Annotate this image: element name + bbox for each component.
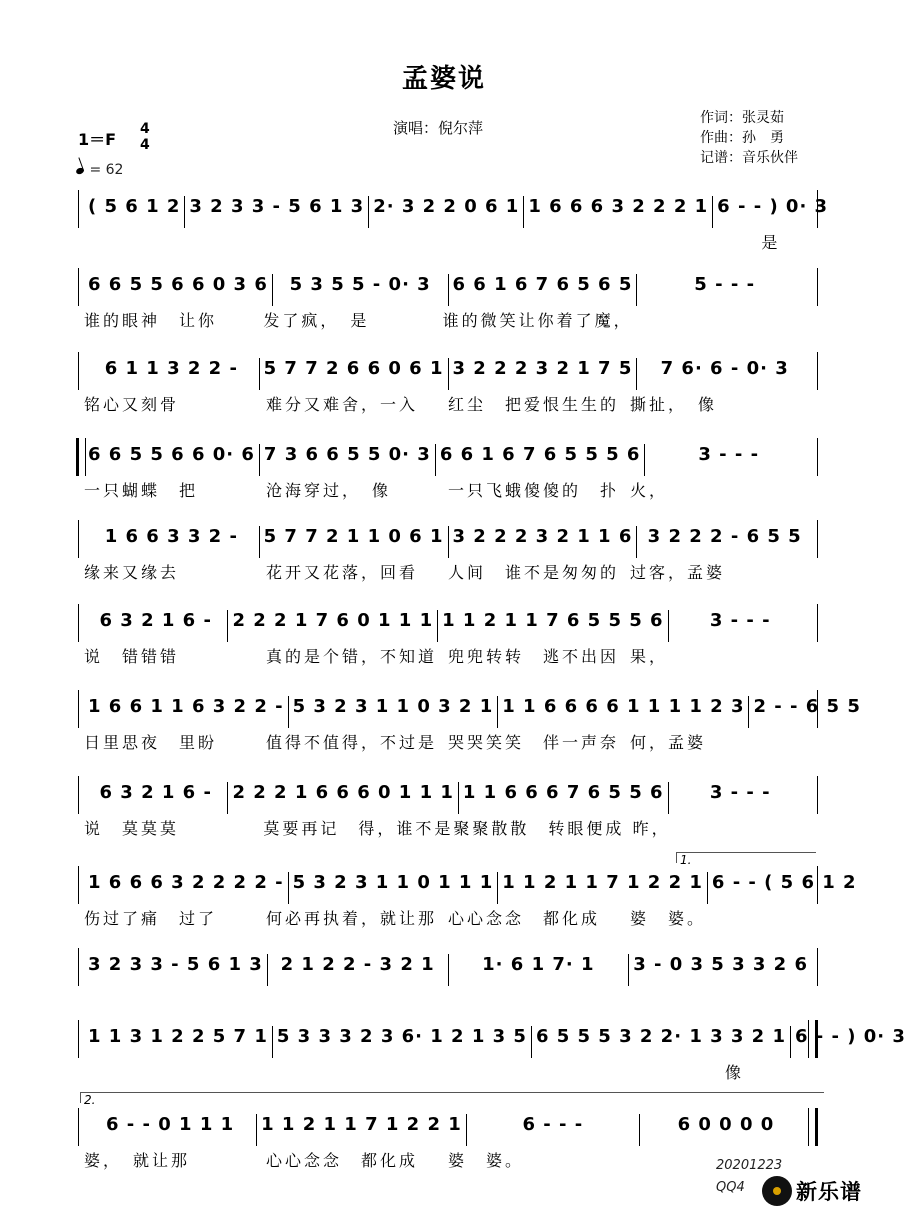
measure: 6 6 1 6 7 6 5 5 5 6 <box>436 444 646 476</box>
barline <box>78 866 79 904</box>
score-row <box>78 1108 818 1170</box>
measure: 3 2 2 2 3 2 1 1 6 <box>449 526 638 558</box>
score-row <box>78 604 818 666</box>
lyric-segment: 红尘 把爱恨生生的 <box>448 395 620 414</box>
measure: 3 - - - <box>709 610 771 631</box>
measure: 1 1 3 1 2 2 5 7 1 <box>84 1026 273 1058</box>
barline <box>78 948 79 986</box>
measure-group <box>84 954 812 986</box>
measure: 6 6 1 6 7 6 5 6 5 <box>449 274 638 306</box>
barline <box>78 776 79 814</box>
lyric-segment: 一只蝴蝶 把 <box>84 481 199 500</box>
measure: 3 2 2 2 - 6 5 5 <box>647 526 802 547</box>
barline <box>78 352 79 390</box>
score-row <box>78 690 861 752</box>
measure: 3 - 0 3 5 3 3 2 6 <box>633 954 808 975</box>
volta-first: 1. <box>676 852 816 863</box>
lyric-segment: 兜兜转转 逃不出因 <box>448 647 620 666</box>
measure: 5 - - - <box>694 274 756 295</box>
credits <box>700 108 798 168</box>
lyrics-line <box>84 1148 812 1171</box>
lyric-segment: 何，孟婆 <box>630 733 707 752</box>
score-row <box>78 438 818 500</box>
footer-date: 20201223 <box>716 1158 783 1173</box>
lyric-segment: 人间 谁不是匆匆的 <box>448 563 620 582</box>
measure: 6 3 2 1 6 - <box>84 782 228 814</box>
lyric-segment <box>266 1060 448 1083</box>
score-row <box>78 776 818 838</box>
measure-group <box>84 610 812 642</box>
lyric-segment: 真的是个错，不知道 <box>266 647 438 666</box>
lyric-segment: 婆， 就让那 <box>84 1151 191 1170</box>
barline <box>78 1020 79 1058</box>
measure-group <box>84 274 812 306</box>
song-title: 孟婆说 <box>401 64 486 94</box>
measure: 6 3 2 1 6 - <box>84 610 228 642</box>
measure: 1 1 2 1 1 7 6 5 5 5 6 <box>438 610 668 642</box>
barline <box>817 948 818 986</box>
barline <box>78 268 79 306</box>
lyric-segment: 婆 婆。 <box>448 1151 525 1170</box>
measure: 1 1 2 1 1 7 1 2 2 1 <box>257 1114 467 1146</box>
measure: 6 - - - <box>467 1114 640 1146</box>
lyrics-line <box>84 730 812 753</box>
measure: 2 2 2 1 7 6 0 1 1 1 <box>228 610 438 642</box>
transcriber-credit: 记谱：音乐伙伴 <box>700 150 798 166</box>
lyric-segment: 聚聚散散 转眼便成 <box>453 819 625 838</box>
lyrics-line <box>84 644 812 667</box>
lyric-segment <box>84 230 230 253</box>
measure: 2 - - 6 5 5 <box>753 696 861 717</box>
lyric-segment: 像 <box>630 1063 745 1082</box>
score-row <box>78 268 818 330</box>
lyrics-line <box>84 308 812 331</box>
lyric-segment: 难分又难舍，一入 <box>266 395 419 414</box>
lyrics-line <box>84 560 812 583</box>
lyric-segment: 果， <box>630 647 669 666</box>
lyric-segment: 说 莫莫莫 <box>84 819 180 838</box>
measure: 2 1 2 2 - 3 2 1 <box>268 954 449 986</box>
lyrics-line <box>84 230 812 253</box>
lyric-segment: 发了疯， 是 <box>263 311 370 330</box>
barline <box>817 268 818 306</box>
lyric-segment <box>633 308 812 331</box>
barline <box>817 352 818 390</box>
measure: 1 1 6 6 6 7 6 5 5 6 <box>459 782 669 814</box>
measure-group <box>84 1026 906 1058</box>
lyric-segment: 心心念念 都化成 <box>448 909 601 928</box>
barline <box>78 1108 79 1146</box>
record-disc-icon <box>762 1176 792 1206</box>
time-sig-bottom: 4 <box>140 137 150 153</box>
lyric-segment: 谁的眼神 让你 <box>84 311 218 330</box>
quarter-note-icon <box>75 167 85 175</box>
measure-group <box>84 444 812 476</box>
lyrics-line <box>84 816 812 839</box>
lyrics-line <box>84 478 812 501</box>
barline <box>78 604 79 642</box>
measure: 3 2 3 3 - 5 6 1 3 <box>185 196 369 228</box>
footer-qq: QQ4 <box>716 1180 745 1195</box>
lyric-segment: 一只飞蛾傻傻的 扑 <box>448 481 620 500</box>
measure: 3 - - - <box>709 782 771 803</box>
lyric-segment <box>521 230 667 253</box>
measure: 6 6 5 5 6 6 0 3 6 <box>84 274 273 306</box>
tempo-marking <box>76 162 123 178</box>
lyric-segment: 火， <box>630 481 669 500</box>
lyric-segment: 说 错错错 <box>84 647 180 666</box>
score-row <box>78 1020 906 1082</box>
barline <box>817 776 818 814</box>
measure: 6 - - ( 5 6 1 2 <box>711 872 857 893</box>
measure: 6 - - ) 0· 3 <box>795 1026 906 1047</box>
lyrics-line <box>84 906 812 929</box>
lyricist-credit: 作词：张灵茹 <box>700 110 784 126</box>
measure: 1 6 6 1 1 6 3 2 2 - <box>84 696 289 728</box>
measure: 7 6· 6 - 0· 3 <box>660 358 789 379</box>
score-row <box>78 866 857 928</box>
measure: 1 6 6 3 3 2 - <box>84 526 260 558</box>
lyric-segment: 过客，孟婆 <box>630 563 726 582</box>
barline <box>78 690 79 728</box>
lyric-segment: 铭心又刻骨 <box>84 395 180 414</box>
measure-group <box>84 196 829 228</box>
lyric-segment <box>84 1060 266 1083</box>
lyric-segment: 撕扯， 像 <box>630 395 718 414</box>
lyric-segment: 是 <box>666 233 781 252</box>
score-row <box>78 352 818 414</box>
lyric-segment: 谁的微笑让你着了魔， <box>442 311 633 330</box>
lyric-segment: 值得不值得，不过是 <box>266 733 438 752</box>
lyric-segment <box>230 230 376 253</box>
lyric-segment: 婆 婆。 <box>630 909 707 928</box>
measure: 6 0 0 0 0 <box>677 1114 775 1135</box>
measure-group <box>84 358 812 390</box>
lyric-segment: 伤过了痛 过了 <box>84 909 218 928</box>
lyrics-line <box>84 392 812 415</box>
time-sig-top: 4 <box>140 121 150 137</box>
measure: 5 3 3 3 2 3 6· 1 2 1 3 5 <box>273 1026 532 1058</box>
lyric-segment: 沧海穿过， 像 <box>266 481 392 500</box>
score-row <box>78 520 818 582</box>
barline <box>78 190 79 228</box>
measure: 1 6 6 6 3 2 2 2 2 - <box>84 872 289 904</box>
lyric-segment: 日里思夜 里盼 <box>84 733 218 752</box>
lyrics-line <box>84 1060 812 1083</box>
measure-group <box>84 872 857 904</box>
measure: 5 3 5 5 - 0· 3 <box>273 274 449 306</box>
lyric-segment: 昨， <box>632 819 671 838</box>
measure: 3 2 2 2 3 2 1 7 5 <box>449 358 638 390</box>
score-row <box>78 948 818 1006</box>
barline <box>817 604 818 642</box>
measure: 2· 3 2 2 0 6 1 <box>369 196 524 228</box>
lyric-segment: 心心念念 都化成 <box>266 1151 419 1170</box>
measure: 5 3 2 3 1 1 0 3 2 1 <box>289 696 499 728</box>
barline <box>817 438 818 476</box>
singer-credit: 演唱：倪尔萍 <box>393 119 484 137</box>
measure: 1 6 6 6 3 2 2 2 1 <box>524 196 713 228</box>
measure: 7 3 6 6 5 5 0· 3 <box>260 444 436 476</box>
measure: 3 2 3 3 - 5 6 1 3 <box>84 954 268 986</box>
score-row <box>78 190 829 252</box>
measure: 6 6 5 5 6 6 0· 6 <box>84 444 260 476</box>
logo-text: 新乐谱 <box>796 1180 862 1204</box>
key-signature: 1＝F <box>78 130 117 149</box>
measure: 1 1 2 1 1 7 1 2 2 1 <box>498 872 708 904</box>
measure: ( 5 6 1 2 <box>84 196 185 228</box>
measure-group <box>84 782 812 814</box>
lyric-segment <box>448 1060 630 1083</box>
measure: 1 1 6 6 6 6 1 1 1 1 2 3 <box>498 696 749 728</box>
lyric-segment <box>375 230 521 253</box>
volta-second: 2. <box>80 1092 824 1103</box>
measure: 1· 6 1 7· 1 <box>449 954 630 986</box>
site-logo <box>762 1176 862 1206</box>
measure: 6 5 5 5 3 2 2· 1 3 3 2 1 <box>532 1026 791 1058</box>
lyric-segment: 花开又花落，回看 <box>266 563 419 582</box>
measure: 6 1 1 3 2 2 - <box>84 358 260 390</box>
measure-group <box>84 1114 812 1146</box>
measure: 2 2 2 1 6 6 6 0 1 1 1 <box>228 782 458 814</box>
lyric-segment: 哭哭笑笑 伴一声奈 <box>448 733 620 752</box>
time-signature <box>140 121 150 153</box>
measure: 6 - - ) 0· 3 <box>717 196 829 217</box>
lyric-segment: 缘来又缘去 <box>84 563 180 582</box>
measure-group <box>84 696 861 728</box>
barline <box>817 520 818 558</box>
tempo-value: = 62 <box>89 162 124 178</box>
measure: 6 - - 0 1 1 1 <box>84 1114 257 1146</box>
composer-credit: 作曲：孙 勇 <box>700 130 784 146</box>
barline <box>78 520 79 558</box>
lyric-segment: 何必再执着，就让那 <box>266 909 438 928</box>
measure: 5 7 7 2 6 6 0 6 1 <box>260 358 449 390</box>
measure: 5 3 2 3 1 1 0 1 1 1 <box>289 872 499 904</box>
lyric-segment: 莫要再记 得，谁不是 <box>263 819 454 838</box>
measure: 3 - - - <box>698 444 760 465</box>
measure: 5 7 7 2 1 1 0 6 1 <box>260 526 449 558</box>
measure-group <box>84 526 812 558</box>
